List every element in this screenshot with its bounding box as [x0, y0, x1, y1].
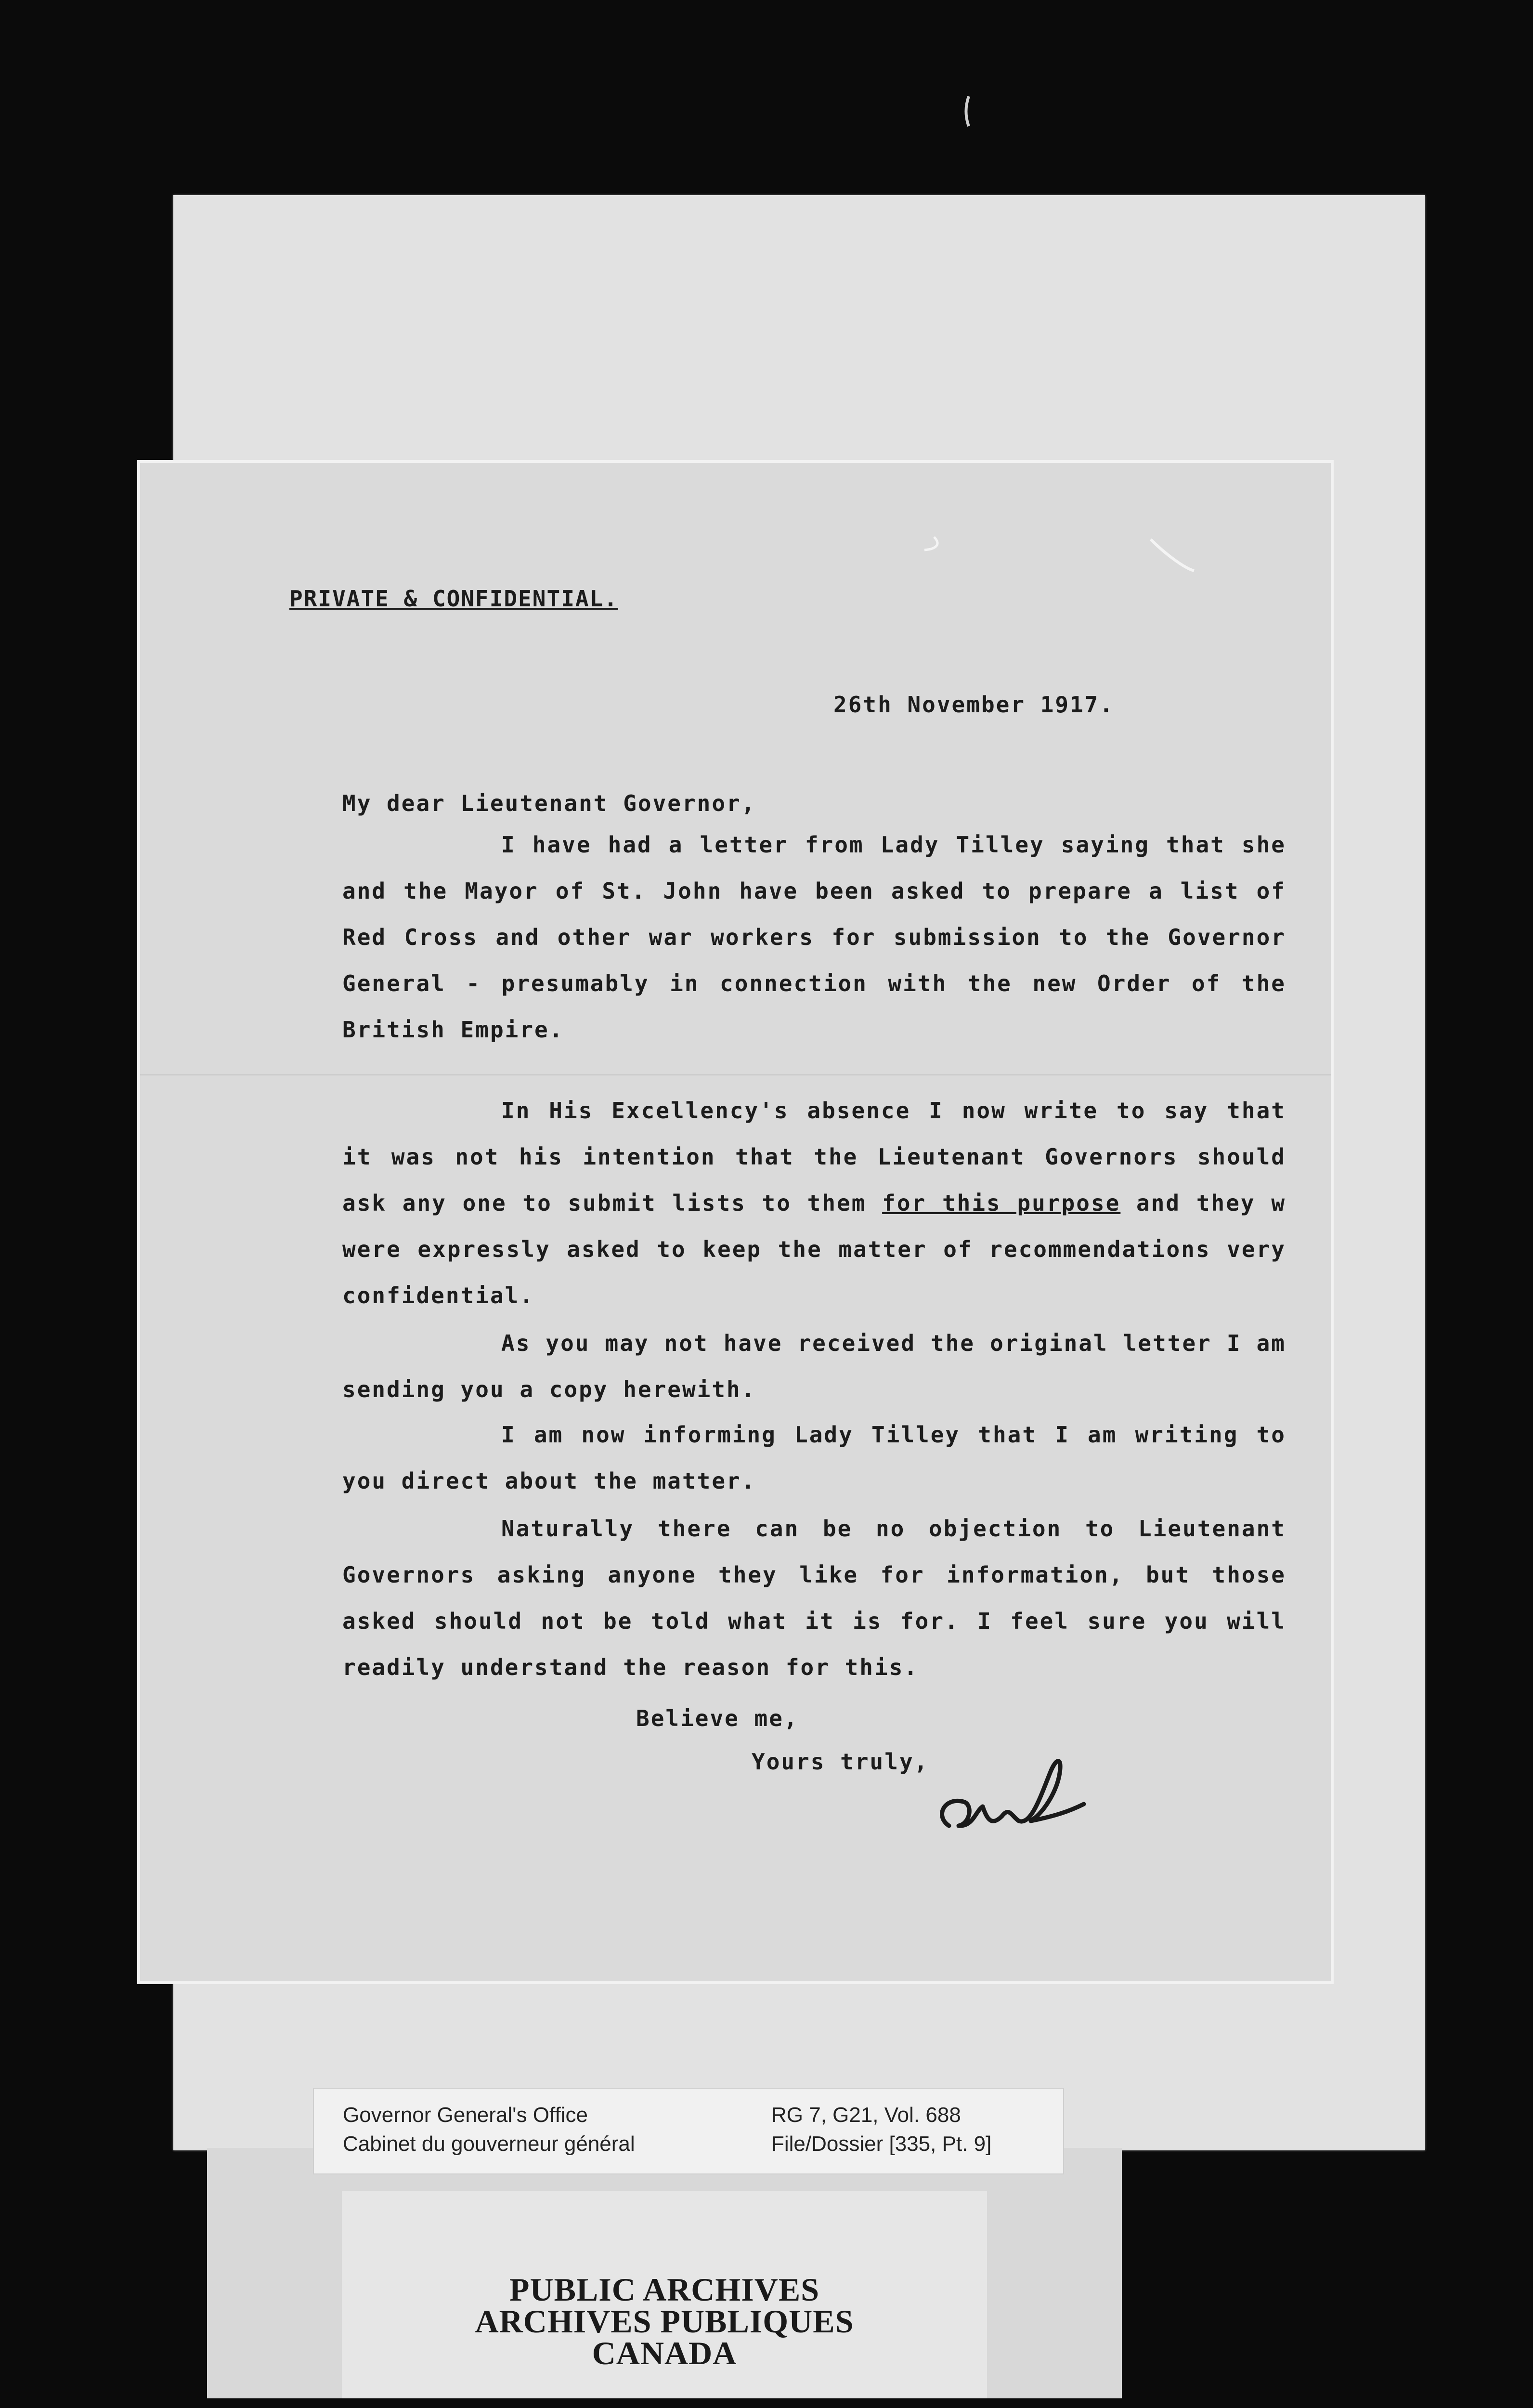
- office-name-english: Governor General's Office: [343, 2103, 588, 2127]
- closing-yours-truly: Yours truly,: [752, 1749, 929, 1775]
- closing-believe-me: Believe me,: [636, 1705, 799, 1731]
- paragraph-2: [342, 1087, 1286, 1319]
- stamp-line-canada: CANADA: [592, 2335, 737, 2371]
- letter-heading: PRIVATE & CONFIDENTIAL.: [289, 586, 618, 612]
- stamp-line-public-archives: PUBLIC ARCHIVES: [509, 2271, 820, 2308]
- letter-date: 26th November 1917.: [833, 692, 1115, 718]
- letter-page: [137, 460, 1334, 1984]
- record-group-reference: RG 7, G21, Vol. 688: [771, 2103, 961, 2127]
- paragraph-2-start: In His Excellency's absence I now write to say that it was not his intention that the Lieutenant Governors should ask any one to submit lists to them: [342, 1098, 1286, 1216]
- handwritten-signature: [930, 1744, 1089, 1840]
- paragraph-2-end: and they w were expressly asked to keep the matter of recommendations very confidential.: [342, 1190, 1286, 1309]
- file-dossier-reference: File/Dossier [335, Pt. 9]: [771, 2132, 992, 2156]
- paragraph-3: As you may not have received the original letter I am sending you a copy herewith.: [342, 1330, 1286, 1402]
- salutation: My dear Lieutenant Governor,: [342, 790, 756, 816]
- paragraph-5: Naturally there can be no objection to Lieutenant Governors asking anyone they like for information, but those asked should not be told what it is for. I feel sure you will readily understand the reason for this.: [342, 1516, 1286, 1680]
- archive-stamp-panel: [342, 2191, 987, 2398]
- underlined-phrase: for this purpose: [882, 1190, 1121, 1216]
- stamp-line-archives-publiques: ARCHIVES PUBLIQUES: [475, 2303, 854, 2340]
- paragraph-1: I have had a letter from Lady Tilley saying that she and the Mayor of St. John have been asked to prepare a list of Red Cross and other war workers for submission to the Governor General - presumably in connection with the new Order of the British Empire.: [342, 832, 1286, 1043]
- letter-body: [140, 463, 1331, 1981]
- office-name-french: Cabinet du gouverneur général: [343, 2132, 635, 2156]
- archive-reference-label: [313, 2088, 1064, 2174]
- paragraph-4: I am now informing Lady Tilley that I am writing to you direct about the matter.: [342, 1422, 1286, 1494]
- archive-stamp-card: [207, 2148, 1122, 2398]
